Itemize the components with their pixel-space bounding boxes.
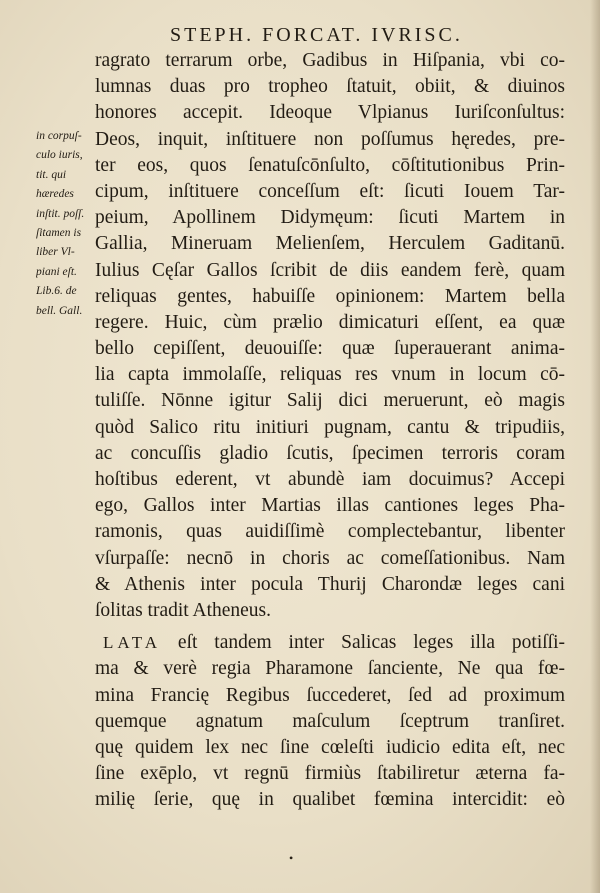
running-head: STEPH. FORCAT. IVRISC. <box>170 24 463 46</box>
margin-note: hæredes <box>36 188 74 201</box>
text-line: ma & verè regia Pharamone ſanciente, Ne qua fœ- <box>95 658 565 680</box>
text-line: cipum, inſtituere conceſſum eſt: ſicuti Iouem Tar- <box>95 180 565 202</box>
text-line: & Athenis inter pocula Thurij Charondæ leges cani <box>95 573 565 595</box>
text-line: ſolitas tradit Atheneus. <box>95 599 272 621</box>
text-line: bello cepiſſent, deuouiſſe: quæ ſuperauerant anima- <box>95 338 565 360</box>
margin-note: bell. Gall. <box>36 304 83 317</box>
paragraph-lead-word: LATA <box>103 633 162 653</box>
text-line: Iulius Cęſar Gallos ſcribit de diis eandem ferè, quam <box>95 259 565 281</box>
margin-note: in corpuſ- <box>36 130 82 142</box>
text-line: Deos, inquit, inſtituere non poſſumus hęredes, pre- <box>95 128 565 150</box>
margin-note: tit. qui <box>36 168 67 181</box>
text-line: quòd Salico ritu initiuri pugnam, cantu & tripudiis, <box>95 416 565 438</box>
text-line: ſine exēplo, vt regnū firmiùs ſtabiliretur æterna fa- <box>95 763 565 785</box>
margin-note: culo iuris, <box>36 149 83 162</box>
text-line: reliquas gentes, habuiſſe opinionem: Martem bella <box>95 285 565 307</box>
text-line-rest: eſt tandem inter Salicas leges illa potiſſi- <box>161 632 565 654</box>
text-line: ego, Gallos inter Martias illas cantiones leges Pha- <box>95 495 565 517</box>
text-line: ramonis, quas auidiſſimè complectebantur, libenter <box>95 521 565 543</box>
margin-note: inſtit. poſſ. <box>36 207 85 220</box>
text-line: Gallia, Mineruam Melienſem, Herculem Gaditanū. <box>95 233 565 255</box>
text-line: honores accepit. Ideoque Vlpianus Iuriſconſultus: <box>95 102 565 124</box>
margin-notes <box>36 127 96 321</box>
margin-note: liber Vl- <box>36 246 75 259</box>
text-line: ac concuſſis gladio ſcutis, ſpecimen terroris coram <box>95 442 565 464</box>
text-line: hoſtibus ederent, vt abundè iam docuimus? Accepi <box>95 469 565 490</box>
text-line: regere. Huic, cùm prælio dimicaturi eſſent, ea quæ <box>95 311 565 333</box>
text-line: vſurpaſſe: necnō in choris ac comeſſationibus. Nam <box>95 547 565 569</box>
text-line: peium, Apollinem Didymęum: ſicuti Martem in <box>95 207 565 229</box>
text-line: milię ſerie, quę in qualibet fœmina intercidit: eò <box>95 789 565 811</box>
text-line: lia capta immolaſſe, reliquas res vnum in locum cō- <box>95 364 565 386</box>
text-line: ter eos, quos ſenatuſcōnſulto, cōſtitutionibus Prin- <box>95 154 565 176</box>
text-line: quę quidem lex nec ſine cœleſti iudicio edita eſt, nec <box>95 736 565 758</box>
margin-note: Lib.6. de <box>36 285 77 298</box>
body-text <box>95 48 565 813</box>
margin-note: ſitamen is <box>36 226 82 239</box>
margin-note: piani eſt. <box>36 265 77 278</box>
text-line: tuliſſe. Nōnne igitur Salij dici meruerunt, eò magis <box>95 390 565 412</box>
page-ornament: • <box>289 851 294 865</box>
text-line: ragrato terrarum orbe, Gadibus in Hiſpania, vbi co- <box>95 50 565 71</box>
text-line <box>95 630 565 656</box>
text-line: quemque agnatum maſculum ſceptrum tranſiret. <box>95 710 565 732</box>
text-line: mina Francię Regibus ſuccederet, ſed ad proximum <box>95 684 565 706</box>
page-fold-shadow <box>590 0 600 893</box>
text-line: lumnas duas pro tropheo ſtatuit, obiit, & diuinos <box>95 76 565 98</box>
